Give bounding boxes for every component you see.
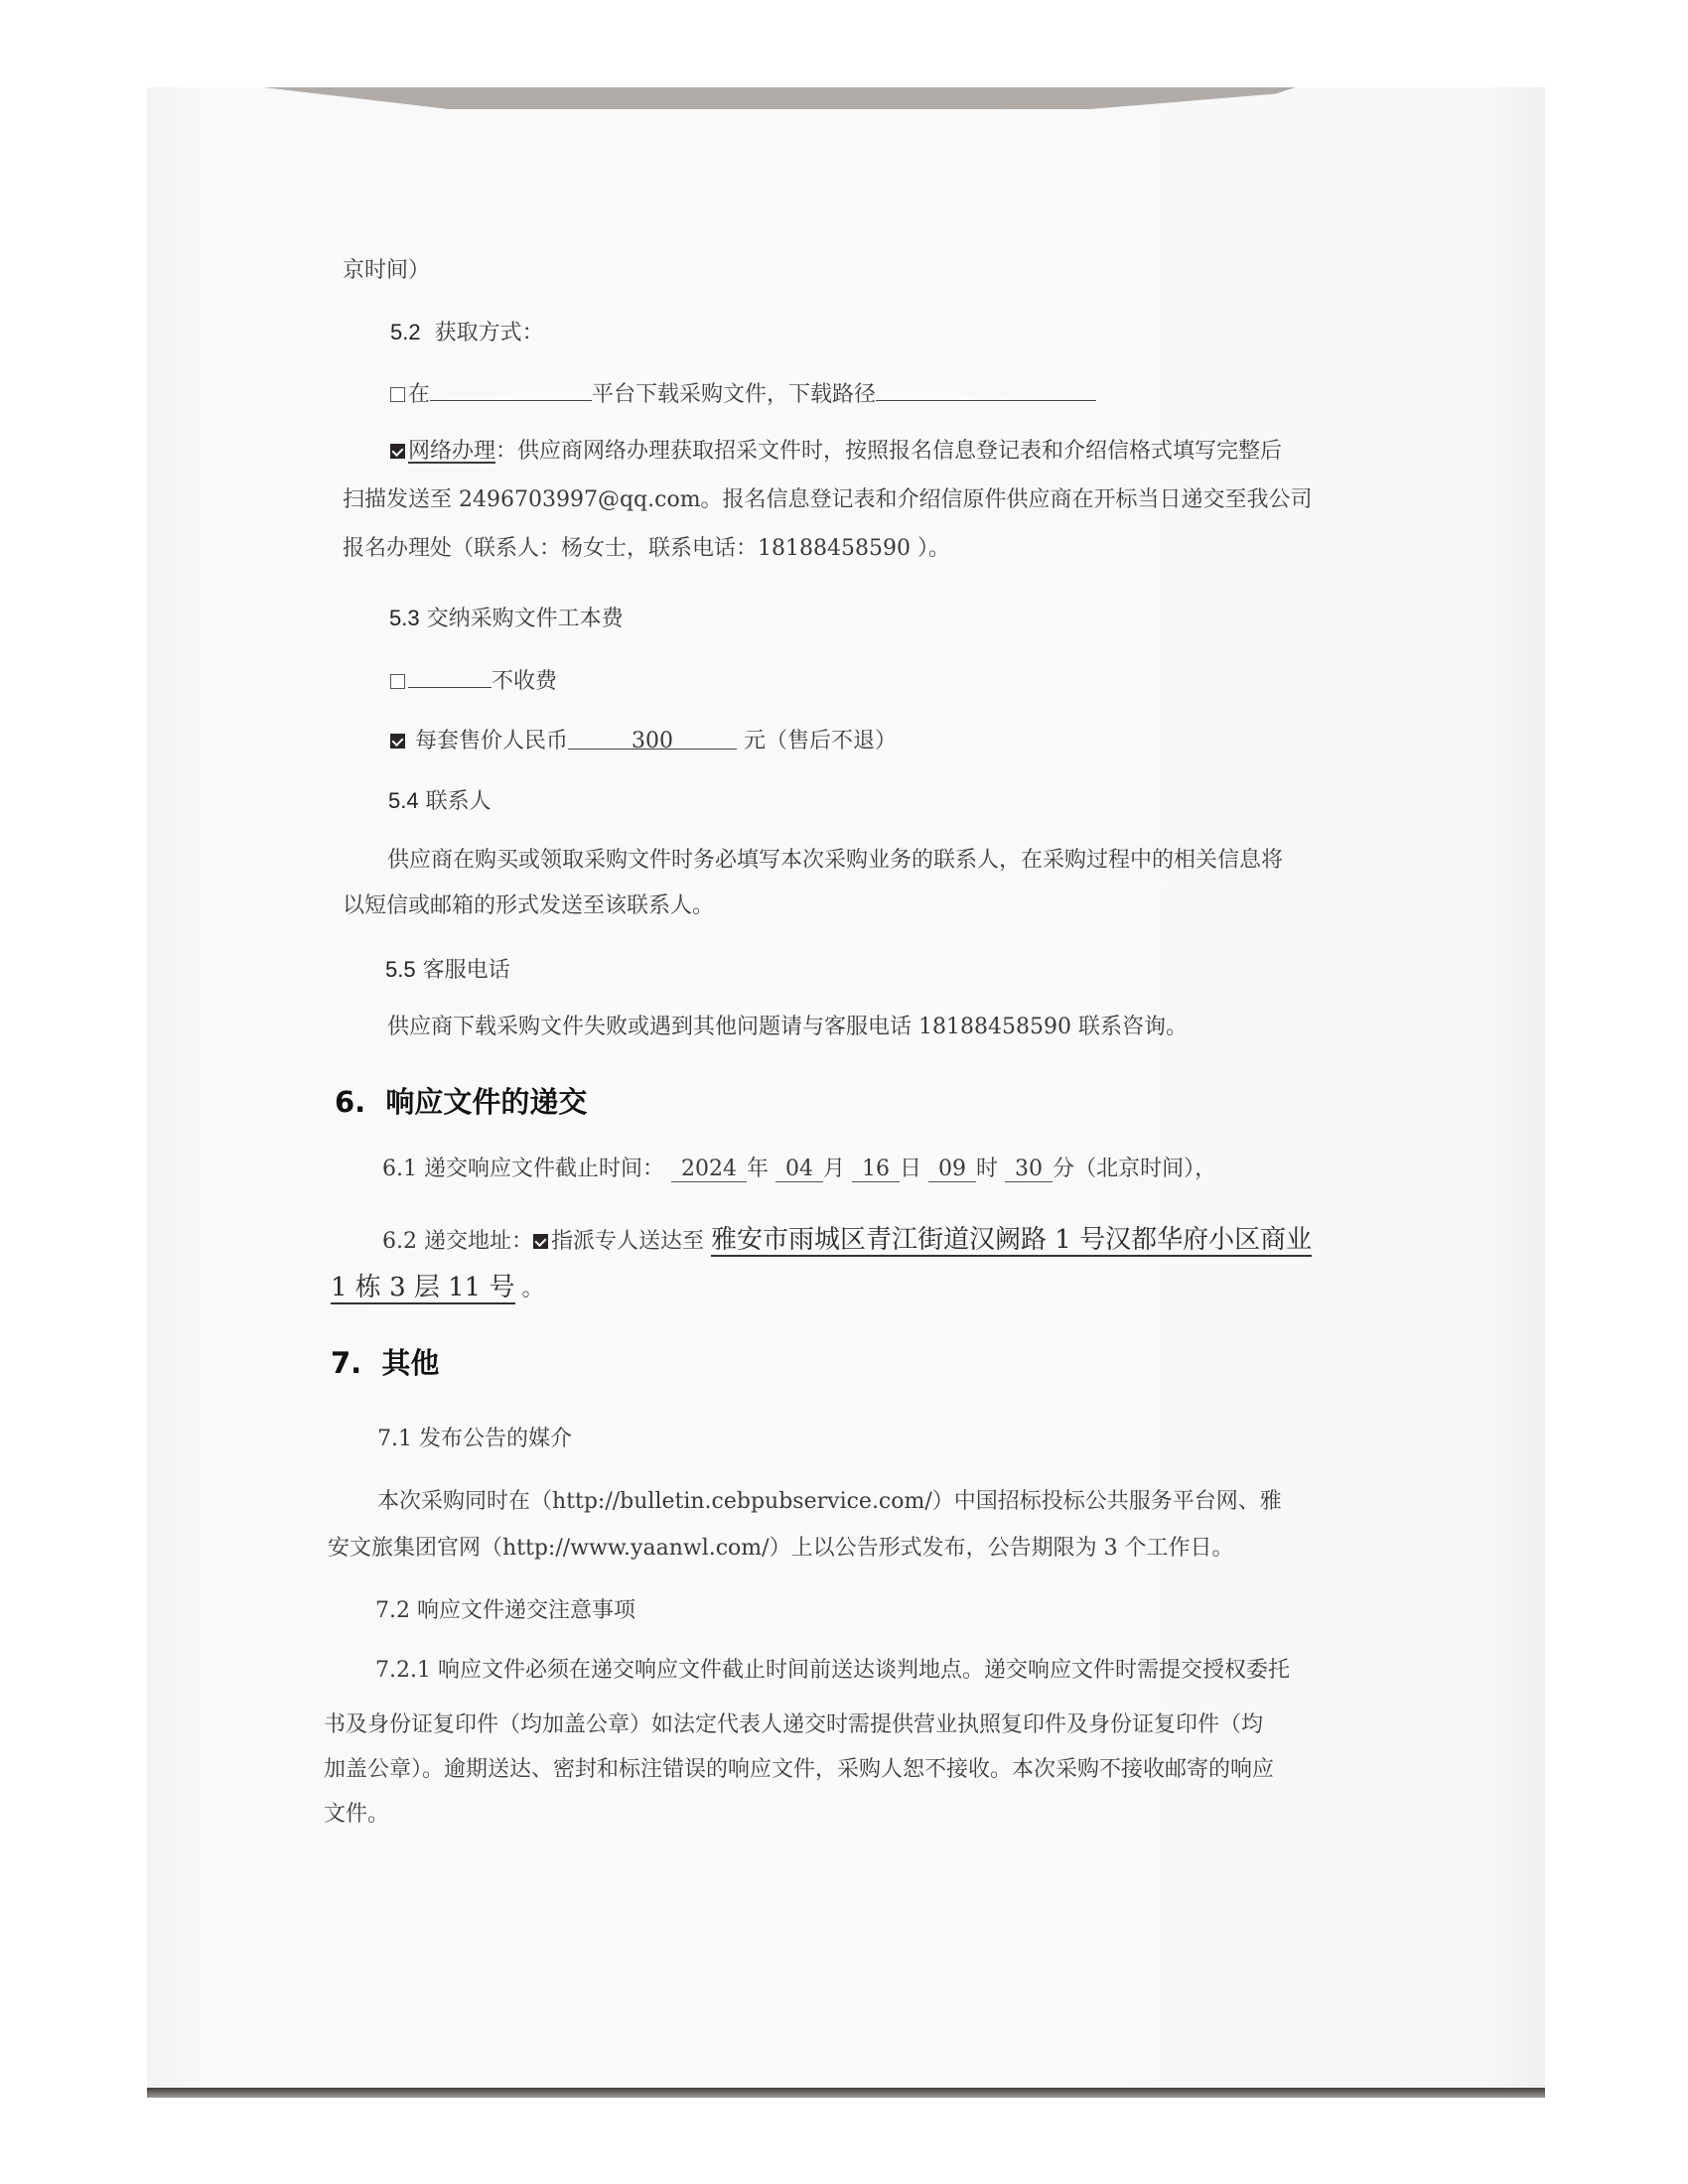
price-value: 300: [632, 729, 674, 753]
section-7-1-title: 7.1 发布公告的媒介: [377, 1427, 572, 1451]
option-platform-download: [390, 378, 1096, 410]
heading-number: 7.: [331, 1346, 362, 1380]
deadline-suffix: （北京时间），: [1074, 1157, 1217, 1181]
section-5-5-title: [385, 955, 510, 986]
deadline-line: [382, 1155, 1216, 1184]
period: 。: [521, 1277, 544, 1301]
paragraph-line: 7.2.1 响应文件必须在递交响应文件截止时间前送达谈判地点。递交响应文件时需提交授权委托: [375, 1658, 1290, 1683]
paragraph-line: 以短信或邮箱的形式发送至该联系人。: [343, 893, 715, 918]
option-prefix: 在: [408, 382, 431, 407]
section-number: 5.4: [388, 788, 419, 813]
address-label: 6.2 递交地址：: [382, 1229, 533, 1254]
option-price: [390, 727, 897, 756]
option-online-line2: 扫描发送至 2496703997@qq.com。报名信息登记表和介绍信原件供应商在开标当日递交至我公司: [343, 487, 1313, 512]
option-online-line1: [390, 437, 1282, 467]
unit: 分: [1053, 1157, 1075, 1181]
address-value-cont: 1 栋 3 层 11 号: [331, 1273, 515, 1302]
option-online-label: 网络办理: [408, 439, 496, 464]
checkbox-unchecked-icon[interactable]: [390, 674, 405, 689]
section-5-4-title: [388, 786, 492, 817]
deadline-hour: 09: [928, 1157, 976, 1182]
unit: 时: [976, 1157, 999, 1181]
option-suffix: 元（售后不退）: [744, 729, 898, 753]
unit: 日: [900, 1157, 922, 1181]
paragraph-line: 文件。: [324, 1802, 390, 1827]
address-line-2: [331, 1273, 544, 1304]
section-7-2-title: 7.2 响应文件递交注意事项: [375, 1598, 635, 1623]
paragraph-line: 书及身份证复印件（均加盖公章）如法定代表人递交时需提供营业执照复印件及身份证复印件（均: [324, 1712, 1264, 1737]
option-text: 平台下载采购文件，下载路径: [592, 382, 877, 407]
deadline-day: 16: [852, 1157, 900, 1182]
paragraph-text: ：供应商网络办理获取招采文件时，按照报名信息登记表和介绍信格式填写完整后: [495, 439, 1283, 464]
deadline-year: 2024: [671, 1157, 747, 1182]
section-title: 客服电话: [422, 958, 510, 983]
checkbox-checked-icon[interactable]: [533, 1234, 548, 1249]
paragraph-line: 供应商下载采购文件失败或遇到其他问题请与客服电话 18188458590 联系咨询。: [387, 1015, 1188, 1039]
checkbox-checked-icon[interactable]: [390, 734, 405, 749]
carryover-text: 京时间）: [343, 258, 431, 283]
checkbox-checked-icon[interactable]: [390, 444, 405, 459]
section-5-2-title: [390, 318, 544, 348]
scan-shadow-bottom: [147, 2088, 1545, 2098]
section-number: 5.5: [385, 957, 416, 982]
option-free: [390, 665, 557, 697]
blank-free-field[interactable]: [408, 665, 492, 688]
deadline-month: 04: [775, 1157, 823, 1182]
option-text: 不收费: [492, 669, 558, 694]
section-7-heading: [331, 1345, 439, 1381]
blank-platform-field[interactable]: [430, 378, 592, 401]
paragraph-line: 安文旅集团官网（http://www.yaanwl.com/）上以公告形式发布，公告期限为 3 个工作日。: [328, 1536, 1234, 1561]
heading-text: 其他: [381, 1346, 440, 1380]
unit: 月: [823, 1157, 846, 1181]
option-text: 每套售价人民币: [415, 729, 569, 753]
address-line: [382, 1225, 1312, 1257]
option-online-line3: 报名办理处（联系人：杨女士，联系电话：18188458590 ）。: [343, 536, 950, 561]
deadline-minute: 30: [1005, 1157, 1053, 1182]
section-title: 联系人: [425, 789, 492, 814]
section-number: 5.3: [389, 606, 420, 630]
heading-text: 响应文件的递交: [385, 1085, 588, 1119]
heading-number: 6.: [335, 1085, 366, 1119]
section-number: 5.2: [390, 320, 421, 344]
section-title: 交纳采购文件工本费: [426, 607, 624, 631]
paragraph-line: 本次采购同时在（http://bulletin.cebpubservice.com/）中国招标投标公共服务平台网、雅: [377, 1489, 1282, 1514]
paragraph-line: 供应商在购买或领取采购文件时务必填写本次采购业务的联系人，在采购过程中的相关信息将: [387, 848, 1284, 873]
delivery-method: 指派专人送达至: [550, 1229, 704, 1254]
price-field[interactable]: [568, 727, 737, 753]
address-value: 雅安市雨城区青江街道汉阙路 1 号汉都华府小区商业: [711, 1225, 1313, 1255]
section-5-3-title: [389, 604, 624, 634]
section-6-heading: [335, 1084, 587, 1120]
deadline-label: 6.1 递交响应文件截止时间：: [382, 1157, 664, 1181]
section-title: 获取方式：: [434, 321, 544, 345]
paragraph-line: 加盖公章）。逾期送达、密封和标注错误的响应文件，采购人恕不接收。本次采购不接收邮寄的响应: [324, 1757, 1275, 1782]
checkbox-unchecked-icon[interactable]: [390, 387, 405, 402]
blank-download-path-field[interactable]: [876, 378, 1096, 401]
unit: 年: [746, 1157, 769, 1181]
